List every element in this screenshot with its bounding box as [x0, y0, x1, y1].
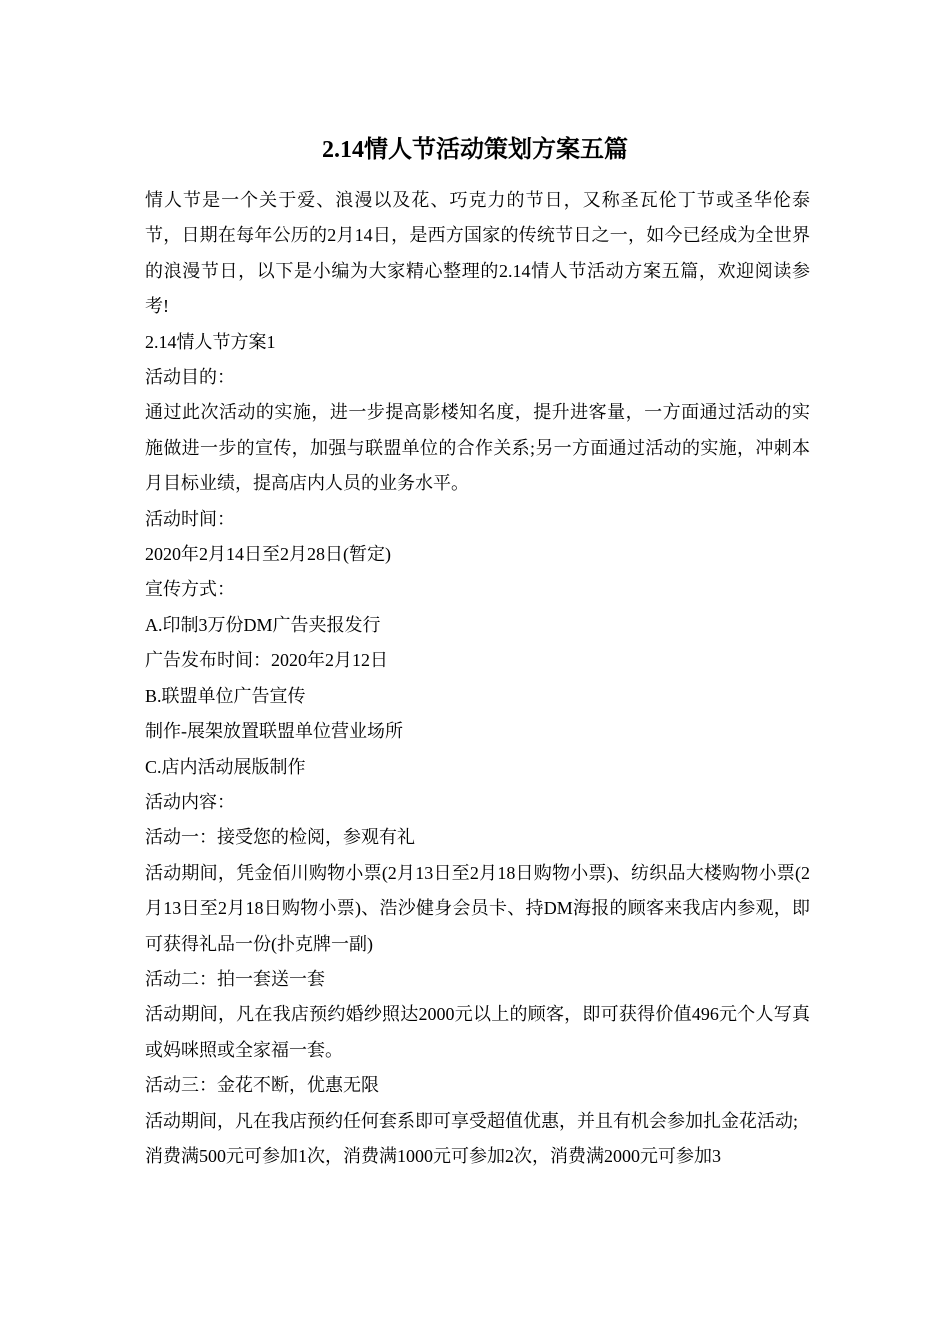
- promotion-item-b-detail: 制作-展架放置联盟单位营业场所: [145, 721, 403, 742]
- heading-promotion-methods: 宣传方式：: [145, 579, 235, 600]
- activity-2-paragraph: 活动期间，凡在我店预约婚纱照达2000元以上的顾客，即可获得价值496元个人写真或妈咪照或全家福一套。: [145, 1004, 810, 1060]
- activity-1-heading: 活动一：接受您的检阅，参观有礼: [145, 827, 415, 848]
- paragraph-activity-time: 2020年2月14日至2月28日(暂定): [145, 544, 391, 565]
- promotion-item-a: A.印制3万份DM广告夹报发行: [145, 614, 381, 635]
- intro-paragraph: 情人节是一个关于爱、浪漫以及花、巧克力的节日，又称圣瓦伦丁节或圣华伦泰节，日期在每年公历的2月14日，是西方国家的传统节日之一，如今已经成为全世界的浪漫节日，以下是小编为大家精心整理的2.14情人节活动方案五篇，欢迎阅读参考!: [145, 190, 810, 317]
- heading-activity-time: 活动时间：: [145, 508, 235, 529]
- activity-1-paragraph: 活动期间，凭金佰川购物小票(2月13日至2月18日购物小票)、纺织品大楼购物小票(2月13日至2月18日购物小票)、浩沙健身会员卡、持DM海报的顾客来我店内参观，即可获得礼品一份(扑克牌一副): [145, 862, 810, 954]
- promotion-ad-release-date: 广告发布时间：2020年2月12日: [145, 650, 388, 671]
- promotion-item-b: B.联盟单位广告宣传: [145, 685, 306, 706]
- document-body: [145, 183, 810, 1174]
- document-title: 2.14情人节活动策划方案五篇: [322, 137, 628, 163]
- paragraph-activity-purpose: 通过此次活动的实施，进一步提高影楼知名度，提升进客量，一方面通过活动的实施做进一步的宣传，加强与联盟单位的合作关系;另一方面通过活动的实施，冲刺本月目标业绩，提高店内人员的业务水平。: [145, 402, 810, 494]
- heading-activity-purpose: 活动目的：: [145, 367, 235, 388]
- activity-3-heading: 活动三：金花不断，优惠无限: [145, 1075, 379, 1096]
- activity-3-paragraph: 活动期间，凡在我店预约任何套系即可享受超值优惠，并且有机会参加扎金花活动;: [145, 1110, 798, 1131]
- section-heading-plan-1: 2.14情人节方案1: [145, 331, 276, 352]
- heading-activity-content: 活动内容：: [145, 791, 235, 812]
- activity-3-spending-rules: 消费满500元可参加1次，消费满1000元可参加2次，消费满2000元可参加3: [145, 1145, 721, 1166]
- promotion-item-c: C.店内活动展版制作: [145, 756, 306, 777]
- activity-2-heading: 活动二：拍一套送一套: [145, 968, 325, 989]
